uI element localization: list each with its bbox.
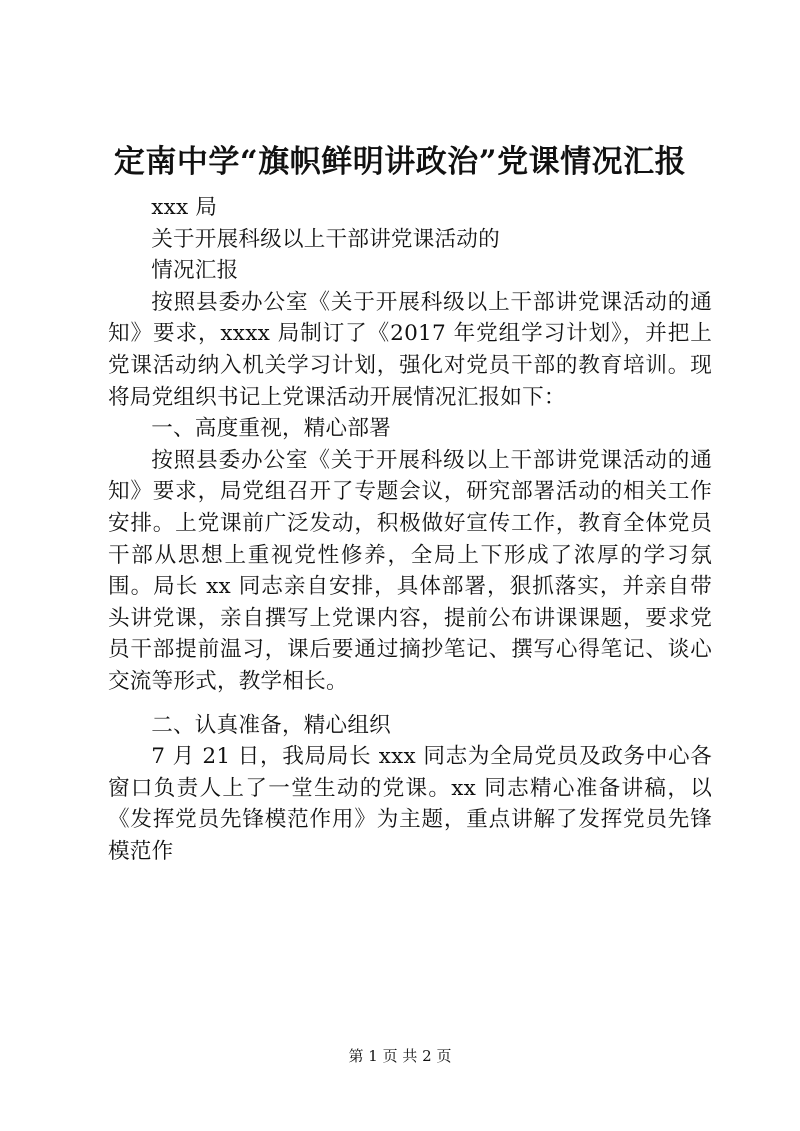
section-heading-1: 一、高度重视，精心部署 — [151, 416, 391, 442]
section-2-paragraph: 7 月 21 日，我局局长 xxx 同志为全局党员及政务中心各窗口负责人上了一堂生动的党课。xx 同志精心准备讲稿，以《发挥党员先锋模范作用》为主题，重点讲解了发挥党员先锋模范作 — [108, 744, 712, 864]
intro-paragraph: 按照县委办公室《关于开展科级以上干部讲党课活动的通知》要求，xxxx 局制订了《2017 年党组学习计划》，并把上党课活动纳入机关学习计划，强化对党员干部的教育培训。现将局党组织书记上党课活动开展情况汇报如下： — [108, 289, 712, 410]
subtitle-line-2: 情况汇报 — [151, 258, 239, 284]
document-title: 定南中学“旗帜鲜明讲政治”党课情况汇报 — [113, 144, 687, 180]
addressee-line: xxx 局 — [151, 195, 218, 220]
document-body — [108, 192, 712, 867]
section-heading-2: 二、认真准备，精心组织 — [151, 712, 391, 738]
page-number-footer: 第 1 页 共 2 页 — [348, 1047, 452, 1065]
subtitle-line-1: 关于开展科级以上干部讲党课活动的 — [151, 226, 500, 252]
section-1-paragraph: 按照县委办公室《关于开展科级以上干部讲党课活动的通知》要求，局党组召开了专题会议，研究部署活动的相关工作安排。上党课前广泛发动，积极做好宣传工作，教育全体党员干部从思想上重视党性修养，全局上下形成了浓厚的学习氛围。局长 xx 同志亲自安排，具体部署，狠抓落实，并亲自带头讲党课，亲自撰写上党课内容，提前公布讲课课题，要求党员干部提前温习，课后要通过摘抄笔记、撰写心得笔记、谈心交流等形式，教学相长。 — [108, 447, 712, 694]
